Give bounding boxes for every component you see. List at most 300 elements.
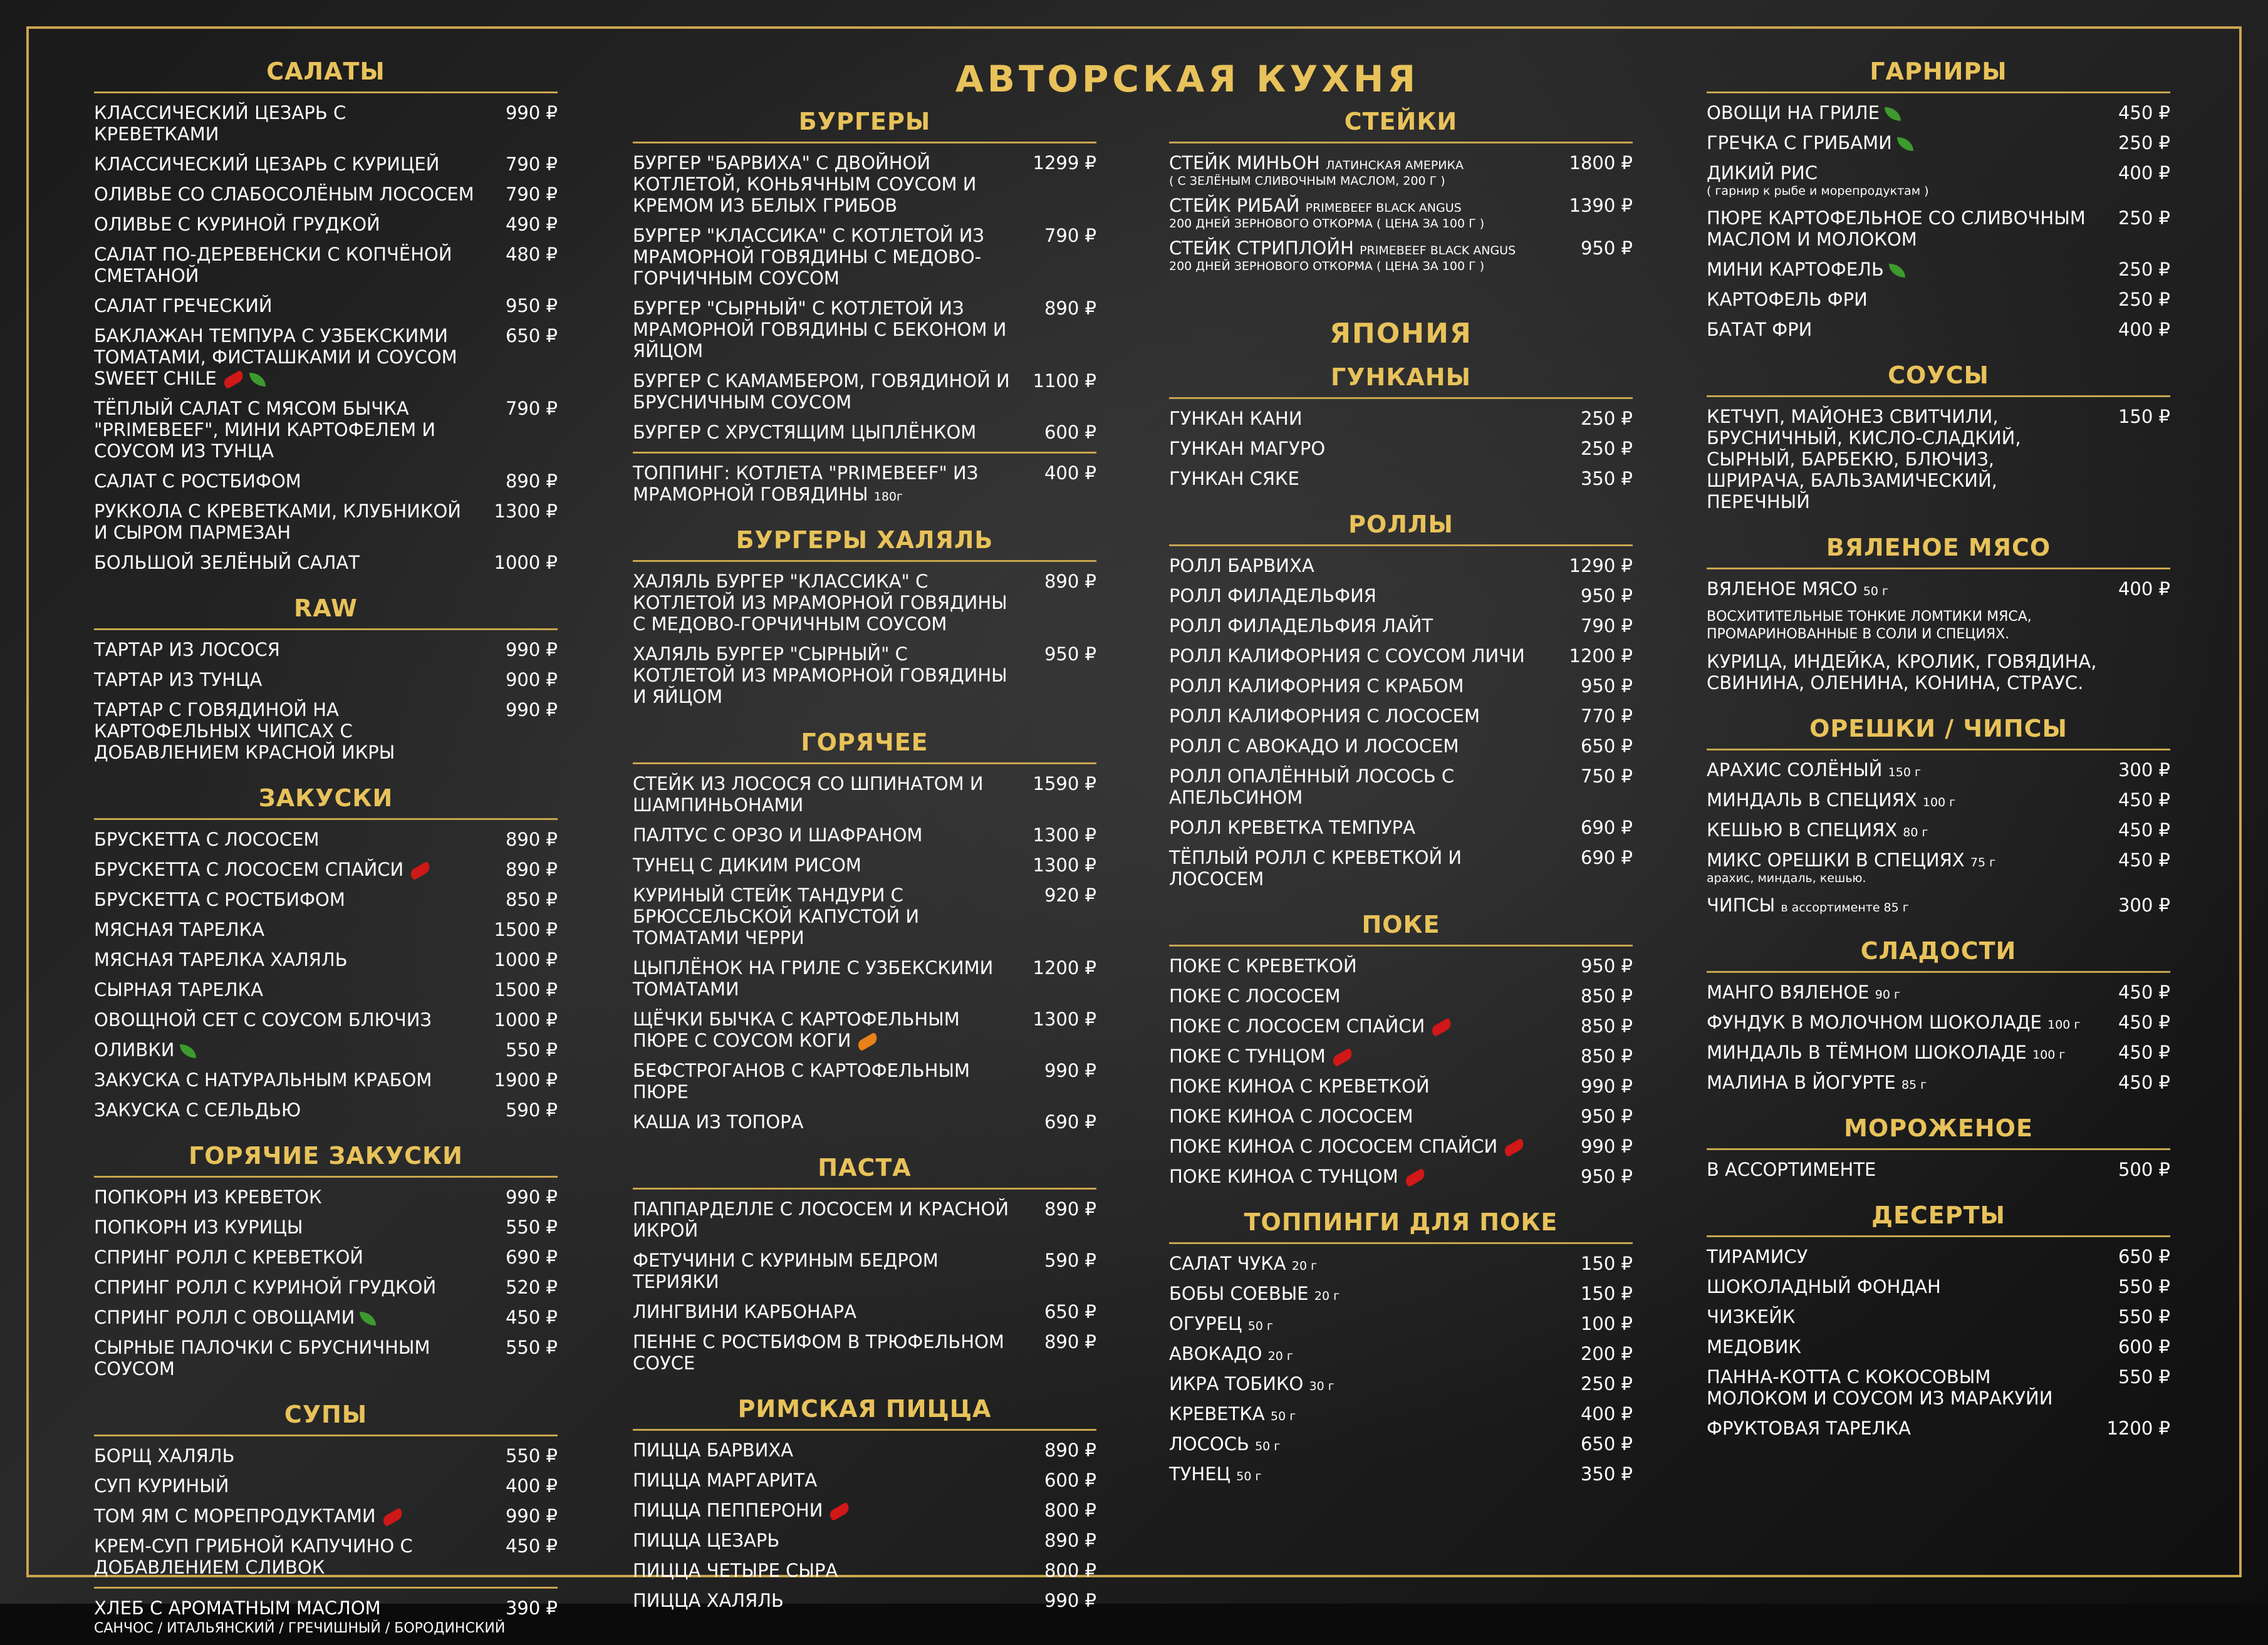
menu-item [1169,675,1633,697]
section-title-poke-toppings: ТОППИНГИ ДЛЯ ПОКЕ [1169,1208,1633,1244]
item-price: 890 ₽ [505,829,558,850]
menu-item [1707,1012,2170,1033]
pizza-list [633,1440,1096,1611]
item-weight: 150 г [1888,765,1921,779]
menu-item [633,1060,1096,1103]
menu-item [633,643,1096,707]
item-price: 450 ₽ [2118,1072,2170,1093]
menu-item [633,571,1096,635]
menu-item [1169,1166,1633,1187]
item-weight: 80 г [1903,826,1928,839]
item-name: БАТАТ ФРИ [1707,319,1813,340]
item-name: ПОКЕ С ЛОСОСЕМ [1169,985,1341,1007]
leaf-icon [249,373,266,387]
item-name: СУП КУРИНЫЙ [94,1475,229,1497]
section-title-hot: ГОРЯЧЕЕ [633,729,1096,764]
menu-item [633,1470,1096,1491]
item-name: КАРТОФЕЛЬ ФРИ [1707,289,1868,310]
leaf-icon [180,1044,196,1058]
item-weight: 50 г [1255,1440,1281,1453]
soups-list [94,1445,558,1578]
item-name: ЩЁЧКИ БЫЧКА С КАРТОФЕЛЬНЫМ ПЮРЕ С СОУСОМ КОГИ [633,1009,960,1051]
item-price: 850 ₽ [1580,1046,1633,1067]
menu-item [1169,468,1633,489]
item-name: БОРЩ ХАЛЯЛЬ [94,1445,235,1466]
main-title: АВТОРСКАЯ КУХНЯ [955,58,1420,100]
item-name: ОЛИВКИ [94,1039,175,1061]
section-title-pasta: ПАСТА [633,1154,1096,1190]
item-name: ПЕННЕ С РОСТБИФОМ В ТРЮФЕЛЬНОМ СОУСЕ [633,1331,1004,1374]
item-name: БРУСКЕТТА С ЛОСОСЕМ СПАЙСИ [94,859,404,880]
item-name: ПАННА-КОТТА С КОКОСОВЫМ МОЛОКОМ И СОУСОМ ИЗ МАРАКУЙИ [1707,1366,2053,1409]
item-name: ВЯЛЕНОЕ МЯСО [1707,578,1858,599]
item-price: 990 ₽ [505,699,558,720]
menu-item [1707,1276,2170,1297]
menu-item [94,470,558,492]
item-price: 690 ₽ [1580,817,1633,838]
section-title-hot-snacks: ГОРЯЧИЕ ЗАКУСКИ [94,1142,558,1178]
item-name: КАША ИЗ ТОПОРА [633,1111,804,1133]
item-price: 300 ₽ [2118,759,2170,781]
item-price: 890 ₽ [1044,571,1096,592]
item-price: 890 ₽ [1044,1440,1096,1461]
item-name: ИКРА ТОБИКО [1169,1373,1304,1394]
menu-item [633,957,1096,1000]
item-name: КУРИНЫЙ СТЕЙК ТАНДУРИ С БРЮССЕЛЬСКОЙ КАПУСТОЙ И ТОМАТАМИ ЧЕРРИ [633,885,920,948]
menu-item [1707,289,2170,310]
section-title-rolls: РОЛЛЫ [1169,511,1633,546]
section-title-snacks: ЗАКУСКИ [94,784,558,820]
item-name: БУРГЕР С КАМАМБЕРОМ, ГОВЯДИНОЙ И БРУСНИЧНЫМ СОУСОМ [633,370,1010,413]
menu-item [633,1331,1096,1374]
item-price: 450 ₽ [2118,789,2170,811]
item-note: 200 ДНЕЙ ЗЕРНОВОГО ОТКОРМА ( ЦЕНА ЗА 100 Г ) [1169,259,1485,273]
menu-item [1707,1072,2170,1093]
item-price: 1590 ₽ [1033,773,1096,794]
item-name: РОЛЛ КАЛИФОРНИЯ С КРАБОМ [1169,675,1464,697]
item-price: 990 ₽ [505,639,558,660]
chili-icon [381,1508,404,1527]
item-name: ОВОЩНОЙ СЕТ С СОУСОМ БЛЮЧИЗ [94,1009,432,1030]
item-name: ФЕТУЧИНИ С КУРИНЫМ БЕДРОМ ТЕРИЯКИ [633,1250,939,1292]
menu-item-bread [94,1597,558,1619]
menu-item [94,639,558,660]
item-name: ФУНДУК В МОЛОЧНОМ ШОКОЛАДЕ [1707,1012,2042,1033]
item-name: СЫРНАЯ ТАРЕЛКА [94,979,263,1000]
item-name: ОЛИВЬЕ С КУРИНОЙ ГРУДКОЙ [94,214,380,235]
item-name: КРЕВЕТКА [1169,1403,1265,1424]
item-name: ТЁПЛЫЙ САЛАТ С МЯСОМ БЫЧКА "PRIMEBEEF", МИНИ КАРТОФЕЛЕМ И СОУСОМ ИЗ ТУНЦА [94,398,436,462]
menu-item-jerky [1707,578,2170,599]
icecream-list [1707,1159,2170,1180]
item-name: ФРУКТОВАЯ ТАРЕЛКА [1707,1418,1911,1439]
menu-item [94,699,558,763]
item-origin: ЛАТИНСКАЯ АМЕРИКА [1326,158,1464,172]
item-price: 1290 ₽ [1569,555,1633,576]
item-price: 150 ₽ [2118,406,2170,427]
menu-item [633,225,1096,289]
item-price: 450 ₽ [2118,849,2170,871]
item-weight: 90 г [1875,988,1900,1002]
item-name: САЛАТ С РОСТБИФОМ [94,470,301,492]
menu-item-steak [1169,195,1633,231]
item-weight: 50 г [1236,1470,1262,1483]
menu-item [1169,1283,1633,1304]
steaks-list [1169,152,1633,274]
menu-item [1169,1076,1633,1097]
item-price: 990 ₽ [1044,1590,1096,1611]
section-title-halal-burgers: БУРГЕРЫ ХАЛЯЛЬ [633,526,1096,562]
item-price: 950 ₽ [1580,237,1633,259]
item-name: КЛАССИЧЕСКИЙ ЦЕЗАРЬ С КРЕВЕТКАМИ [94,102,346,145]
item-weight: 100 г [2047,1018,2081,1032]
item-price: 1900 ₽ [494,1069,558,1091]
section-title-poke: ПОКЕ [1169,911,1633,947]
item-price: 990 ₽ [505,1505,558,1527]
item-name: БОЛЬШОЙ ЗЕЛЁНЫЙ САЛАТ [94,552,360,573]
item-name: ПОКЕ КИНОА С ТУНЦОМ [1169,1166,1398,1187]
menu-item [94,184,558,205]
item-name: МАНГО ВЯЛЕНОЕ [1707,982,1870,1003]
item-name: БРУСКЕТТА С ЛОСОСЕМ [94,829,320,850]
menu-item [1169,1106,1633,1127]
item-price: 1300 ₽ [1033,854,1096,876]
item-name: ПОПКОРН ИЗ КУРИЦЫ [94,1217,303,1238]
item-price: 450 ₽ [2118,102,2170,123]
item-note: ( гарнир к рыбе и морепродуктам ) [1707,184,1929,198]
item-price: 1300 ₽ [1033,1009,1096,1030]
item-weight: в ассортименте 85 г [1781,901,1909,915]
item-name: ПОКЕ С ЛОСОСЕМ СПАЙСИ [1169,1015,1425,1037]
item-price: 1299 ₽ [1033,152,1096,174]
item-name: КЕШЬЮ В СПЕЦИЯХ [1707,819,1898,841]
menu-item [94,1009,558,1030]
menu-item [1707,1418,2170,1439]
item-price: 900 ₽ [505,669,558,690]
item-name: ГУНКАН КАНИ [1169,408,1303,429]
item-price: 950 ₽ [1580,1106,1633,1127]
menu-item [1707,759,2170,781]
menu-item [1169,1343,1633,1364]
menu-item [94,102,558,145]
item-name: ПОКЕ КИНОА С ЛОСОСЕМ [1169,1106,1413,1127]
section-title-nuts: ОРЕШКИ / ЧИПСЫ [1707,715,2170,750]
item-price: 550 ₽ [505,1039,558,1061]
menu-item [94,325,558,389]
menu-item [94,501,558,543]
menu-item [1707,102,2170,123]
item-price: 650 ₽ [505,325,558,346]
item-price: 1500 ₽ [494,919,558,940]
chili-icon [222,370,245,390]
item-price: 1200 ₽ [1569,645,1633,667]
item-name: ТОППИНГ: КОТЛЕТА "PRIMEBEEF" ИЗ МРАМОРНОЙ ГОВЯДИНЫ [633,462,979,505]
item-name: РОЛЛ БАРВИХА [1169,555,1314,576]
hot-snacks-list [94,1186,558,1379]
item-price: 500 ₽ [2118,1159,2170,1180]
menu-item [1169,645,1633,667]
item-name: МИНДАЛЬ В СПЕЦИЯХ [1707,789,1917,811]
item-price: 550 ₽ [2118,1366,2170,1388]
item-name: СЫРНЫЕ ПАЛОЧКИ С БРУСНИЧНЫМ СОУСОМ [94,1337,430,1379]
jerky-kinds: КУРИЦА, ИНДЕЙКА, КРОЛИК, ГОВЯДИНА, СВИНИНА, ОЛЕНИНА, КОНИНА, СТРАУС. [1707,651,2097,693]
poke-list [1169,955,1633,1187]
item-price: 890 ₽ [1044,1198,1096,1220]
item-name: МЯСНАЯ ТАРЕЛКА ХАЛЯЛЬ [94,949,348,970]
menu-item [633,1590,1096,1611]
menu-item [1707,1336,2170,1357]
menu-item [1169,615,1633,636]
item-price: 770 ₽ [1580,705,1633,727]
item-name: ГУНКАН СЯКЕ [1169,468,1299,489]
item-name: БОБЫ СОЕВЫЕ [1169,1283,1309,1304]
item-name: ПОКЕ КИНОА С ЛОСОСЕМ СПАЙСИ [1169,1136,1498,1157]
item-price: 990 ₽ [505,102,558,123]
menu-item [1169,847,1633,890]
item-name: ПАППАРДЕЛЛЕ С ЛОСОСЕМ И КРАСНОЙ ИКРОЙ [633,1198,1009,1241]
item-price: 400 ₽ [505,1475,558,1497]
menu-item [633,1560,1096,1581]
menu-item [1707,259,2170,280]
menu-item [94,919,558,940]
item-price: 250 ₽ [2118,132,2170,153]
burgers-list [633,152,1096,443]
item-price: 1500 ₽ [494,979,558,1000]
section-title-jerky: ВЯЛЕНОЕ МЯСО [1707,534,2170,569]
item-name: МЕДОВИК [1707,1336,1802,1357]
item-weight: 30 г [1309,1379,1334,1393]
japan-title: ЯПОНИЯ [1329,318,1472,350]
item-name: РОЛЛ ФИЛАДЕЛЬФИЯ ЛАЙТ [1169,615,1433,636]
item-price: 1200 ₽ [2106,1418,2170,1439]
item-price: 850 ₽ [505,889,558,910]
item-price: 600 ₽ [2118,1336,2170,1357]
menu-item [94,1186,558,1208]
item-price: 250 ₽ [2118,207,2170,229]
menu-item [94,1445,558,1466]
menu-item [633,1301,1096,1322]
item-name: САЛАТ ЧУКА [1169,1253,1286,1274]
menu-item [1169,1433,1633,1455]
nuts-list [1707,759,2170,916]
menu-item [1707,895,2170,916]
item-name: ЛОСОСЬ [1169,1433,1249,1455]
item-price: 390 ₽ [505,1597,558,1619]
salads-list [94,102,558,573]
item-price: 1100 ₽ [1033,370,1096,392]
item-name: СПРИНГ РОЛЛ С КУРИНОЙ ГРУДКОЙ [94,1277,437,1298]
menu-item [1169,735,1633,757]
item-price: 590 ₽ [505,1099,558,1121]
menu-item [1169,985,1633,1007]
menu-item [633,422,1096,443]
item-price: 350 ₽ [1580,468,1633,489]
menu-item [1707,1159,2170,1180]
item-name: АРАХИС СОЛЁНЫЙ [1707,759,1883,781]
menu-item [1169,1136,1633,1157]
leaf-icon [360,1312,376,1326]
item-name: ДИКИЙ РИС [1707,162,1818,184]
item-price: 400 ₽ [2118,578,2170,599]
menu-item [1707,132,2170,153]
item-name: ПОКЕ КИНОА С КРЕВЕТКОЙ [1169,1076,1430,1097]
chili-orange-icon [856,1032,880,1052]
menu-item [94,1475,558,1497]
menu-item [94,669,558,690]
menu-item [1707,789,2170,811]
item-name: ХАЛЯЛЬ БУРГЕР "КЛАССИКА" С КОТЛЕТОЙ ИЗ МРАМОРНОЙ ГОВЯДИНЫ С МЕДОВО-ГОРЧИЧНЫМ СОУСОМ [633,571,1007,635]
section-title-icecream: МОРОЖЕНОЕ [1707,1114,2170,1150]
item-name: КЕТЧУП, МАЙОНЕЗ СВИТЧИЛИ, БРУСНИЧНЫЙ, КИСЛО-СЛАДКИЙ, СЫРНЫЙ, БАРБЕКЮ, БЛЮЧИЗ, ШРИРАЧА, БАЛЬЗАМИЧЕСКИЙ, ПЕРЕЧНЫЙ [1707,406,2021,512]
item-name: ШОКОЛАДНЫЙ ФОНДАН [1707,1276,1941,1297]
item-name: ЗАКУСКА С СЕЛЬДЬЮ [94,1099,301,1121]
item-price: 690 ₽ [1044,1111,1096,1133]
item-name: СТЕЙК СТРИПЛОЙН [1169,237,1354,259]
menu-item [1169,555,1633,576]
item-price: 550 ₽ [505,1337,558,1358]
item-price: 890 ₽ [505,859,558,880]
item-price: 550 ₽ [505,1445,558,1466]
item-price: 450 ₽ [2118,1012,2170,1033]
menu-item [633,152,1096,216]
menu-item [94,1277,558,1298]
section-title-pizza: РИМСКАЯ ПИЦЦА [633,1395,1096,1431]
menu-item [633,1111,1096,1133]
item-weight: 20 г [1291,1259,1318,1273]
section-title-salads: САЛАТЫ [94,58,558,93]
item-name: РОЛЛ КАЛИФОРНИЯ С СОУСОМ ЛИЧИ [1169,645,1525,667]
item-name: ОВОЩИ НА ГРИЛЕ [1707,102,1880,123]
item-price: 1000 ₽ [494,949,558,970]
section-title-desserts: ДЕСЕРТЫ [1707,1201,2170,1237]
item-weight: 50 г [1247,1319,1273,1333]
item-name: СПРИНГ РОЛЛ С ОВОЩАМИ [94,1307,355,1328]
item-price: 100 ₽ [1580,1313,1633,1334]
item-price: 690 ₽ [505,1247,558,1268]
item-name: РОЛЛ ФИЛАДЕЛЬФИЯ [1169,585,1376,606]
item-price: 1800 ₽ [1569,152,1633,174]
menu-item [1169,1253,1633,1274]
item-price: 150 ₽ [1580,1253,1633,1274]
item-note: арахис, миндаль, кешью. [1707,871,1866,885]
menu-item [1169,1403,1633,1424]
halal-burgers-list [633,571,1096,707]
item-price: 520 ₽ [505,1277,558,1298]
item-name: ХЛЕБ С АРОМАТНЫМ МАСЛОМ [94,1597,381,1619]
gunkans-list [1169,408,1633,489]
item-name: КЛАССИЧЕСКИЙ ЦЕЗАРЬ С КУРИЦЕЙ [94,153,440,175]
menu-item [633,824,1096,846]
item-name: СТЕЙК ИЗ ЛОСОСЯ СО ШПИНАТОМ И ШАМПИНЬОНАМИ [633,773,984,816]
menu-item [94,1247,558,1268]
item-name: БАКЛАЖАН ТЕМПУРА С УЗБЕКСКИМИ ТОМАТАМИ, ФИСТАШКАМИ И СОУСОМ SWEET CHILE [94,325,457,389]
item-price: 590 ₽ [1044,1250,1096,1271]
item-name: ТАРТАР ИЗ ТУНЦА [94,669,263,690]
divider [94,1587,558,1589]
item-name: ОГУРЕЦ [1169,1313,1242,1334]
item-name: ТАРТАР ИЗ ЛОСОСЯ [94,639,280,660]
menu-item [1169,1373,1633,1394]
menu-item [94,859,558,880]
chili-icon [1503,1138,1526,1158]
menu-item [94,1307,558,1328]
item-price: 800 ₽ [1044,1560,1096,1581]
item-price: 450 ₽ [2118,1042,2170,1063]
menu-item-steak [1169,152,1633,189]
item-name: ТАРТАР С ГОВЯДИНОЙ НА КАРТОФЕЛЬНЫХ ЧИПСАХ С ДОБАВЛЕНИЕМ КРАСНОЙ ИКРЫ [94,699,395,763]
item-name: КРЕМ-СУП ГРИБНОЙ КАПУЧИНО С ДОБАВЛЕНИЕМ СЛИВОК [94,1535,413,1578]
item-price: 990 ₽ [1580,1076,1633,1097]
item-weight: 180г [873,490,903,504]
item-price: 790 ₽ [505,184,558,205]
menu-item [633,298,1096,361]
item-name: БУРГЕР "БАРВИХА" С ДВОЙНОЙ КОТЛЕТОЙ, КОНЬЯЧНЫМ СОУСОМ И КРЕМОМ ИЗ БЕЛЫХ ГРИБОВ [633,152,977,216]
menu-item [94,1535,558,1578]
menu-item [633,885,1096,948]
item-price: 790 ₽ [1044,225,1096,246]
item-name: РОЛЛ КАЛИФОРНИЯ С ЛОСОСЕМ [1169,705,1480,727]
menu-item [1169,1046,1633,1067]
item-price: 790 ₽ [505,153,558,175]
menu-item [633,1500,1096,1521]
item-name: МИНИ КАРТОФЕЛЬ [1707,259,1884,280]
item-price: 600 ₽ [1044,422,1096,443]
item-weight: 100 г [2032,1048,2066,1062]
menu-item [94,244,558,286]
item-note: ( С ЗЕЛЁНЫМ СЛИВОЧНЫМ МАСЛОМ, 200 Г ) [1169,174,1445,188]
item-price: 1300 ₽ [494,501,558,522]
menu-item [633,1530,1096,1551]
item-name: САЛАТ ПО-ДЕРЕВЕНСКИ С КОПЧЁНОЙ СМЕТАНОЙ [94,244,452,286]
item-price: 450 ₽ [505,1307,558,1328]
item-name: ТУНЕЦ С ДИКИМ РИСОМ [633,854,861,876]
jerky-description: ВОСХИТИТЕЛЬНЫЕ ТОНКИЕ ЛОМТИКИ МЯСА, ПРОМАРИНОВАННЫЕ В СОЛИ И СПЕЦИЯХ. [1707,609,2032,642]
item-price: 250 ₽ [2118,259,2170,280]
item-name: МИНДАЛЬ В ТЁМНОМ ШОКОЛАДЕ [1707,1042,2027,1063]
garnish-list [1707,102,2170,340]
item-price: 790 ₽ [1580,615,1633,636]
pasta-list [633,1198,1096,1374]
column-2 [633,94,1096,1620]
desserts-list [1707,1246,2170,1439]
hot-list [633,773,1096,1133]
menu-item [1169,817,1633,838]
chili-icon [408,861,432,881]
section-title-garnish: ГАРНИРЫ [1707,58,2170,93]
item-price: 450 ₽ [505,1535,558,1557]
item-name: ПОКЕ С ТУНЦОМ [1169,1046,1326,1067]
item-price: 1300 ₽ [1033,824,1096,846]
chili-icon [828,1502,851,1522]
poke-toppings-list [1169,1253,1633,1485]
item-price: 950 ₽ [1580,585,1633,606]
item-price: 400 ₽ [2118,319,2170,340]
item-price: 600 ₽ [1044,1470,1096,1491]
item-name: ТЁПЛЫЙ РОЛЛ С КРЕВЕТКОЙ И ЛОСОСЕМ [1169,847,1462,890]
item-price: 480 ₽ [505,244,558,265]
item-price: 250 ₽ [1580,408,1633,429]
menu-item [94,1039,558,1061]
column-1 [94,44,558,1645]
item-name: ГРЕЧКА С ГРИБАМИ [1707,132,1892,153]
section-title-soups: СУПЫ [94,1401,558,1436]
menu-item [94,552,558,573]
item-name: ТУНЕЦ [1169,1463,1231,1485]
section-title-sauces: СОУСЫ [1707,361,2170,397]
item-name: ПЮРЕ КАРТОФЕЛЬНОЕ СО СЛИВОЧНЫМ МАСЛОМ И МОЛОКОМ [1707,207,2086,250]
menu-item [1169,408,1633,429]
item-name: БУРГЕР "СЫРНЫЙ" С КОТЛЕТОЙ ИЗ МРАМОРНОЙ ГОВЯДИНЫ С БЕКОНОМ И ЯЙЦОМ [633,298,1007,361]
